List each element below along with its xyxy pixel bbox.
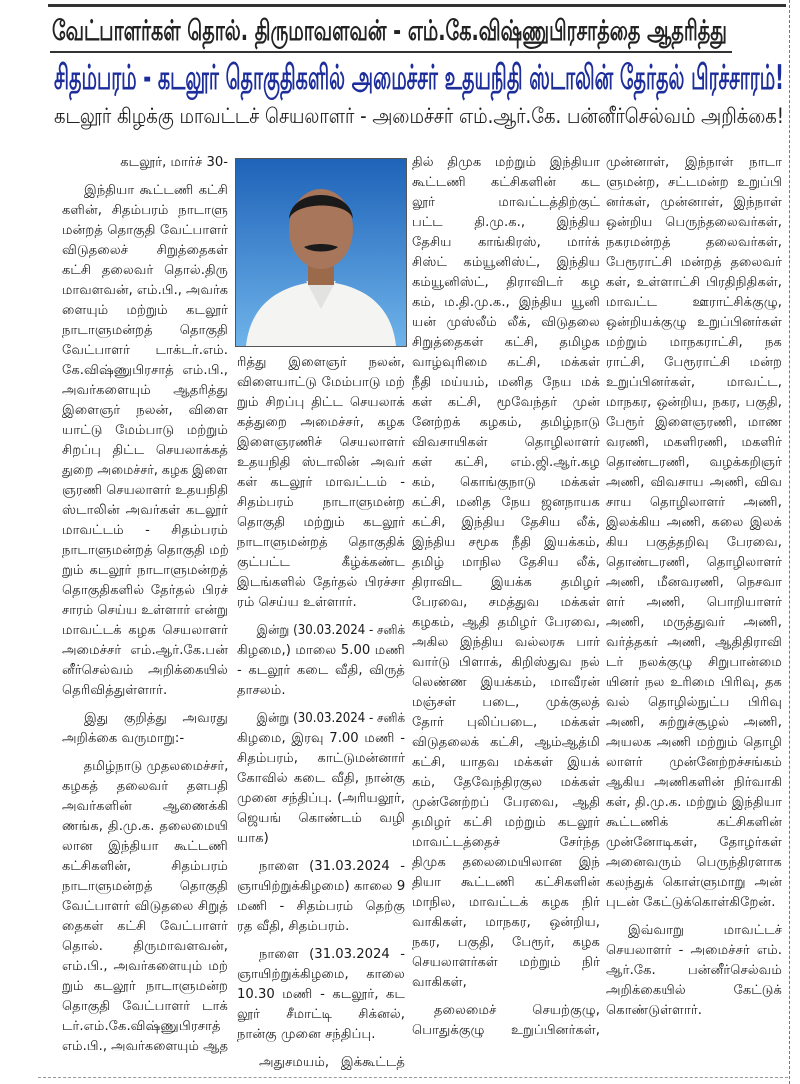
text-line: மாவட்டம் - சிதம்பரம் <box>62 523 228 538</box>
text-line: தோர் புலிப்படை, மக்கள் <box>412 715 600 730</box>
text-line: கள் கட்சி, மூவேந்தர் முன் <box>412 395 600 410</box>
text-line: ஸ்டாலின் அவர்கள் கடலூர் <box>62 503 228 518</box>
text-line: கிழமை, இரவு 7.00 மணி - <box>237 731 405 746</box>
text-line: வல் தொழில்நுட்ப பிரிவு <box>606 695 782 710</box>
text-line: ரித்து இளைஞர் நலன், <box>237 355 405 370</box>
text-line: புடன் கேட்டுக்கொள்கிறேன். <box>606 895 776 910</box>
text-line: இந்தியா கூட்டணி கட்சி <box>84 183 228 198</box>
text-line: இளைஞர் நலன், விளை <box>62 403 228 418</box>
text-line: நாடாளுமன்றத் தொகுதி <box>62 323 228 338</box>
paragraph <box>62 757 228 1057</box>
text-line: அயலக அணி மற்றும் தொழி <box>606 735 782 750</box>
text-line: றும் கடலூர் நாடாளுமன்றத் <box>62 563 228 578</box>
text-line: தாசலம். <box>237 683 286 698</box>
text-line: அறிக்கை வருமாறு:- <box>62 731 185 746</box>
sub-headline: கடலூர் கிழக்கு மாவட்டச் செயலாளர் - அமைச்சர் எம்.ஆர்.கே. பன்னீர்செல்வம் அறிக்கை! <box>54 104 785 128</box>
text-line: முன்னாள், இந்நாள் நாடா <box>606 155 782 170</box>
text-line: கே.விஷ்ணுபிரசாத் எம்.பி., <box>62 363 228 378</box>
text-line: கூட்டணி கட்சிகளின் கட <box>412 175 600 190</box>
paragraph <box>412 153 600 993</box>
text-line: வாகிகள், <box>412 975 467 990</box>
paragraph <box>237 857 405 937</box>
text-line: ஆர்.கே. பன்னீர்செல்வம் <box>606 963 782 978</box>
paragraph <box>237 1053 405 1073</box>
minister-photo <box>235 158 407 347</box>
text-line: ஆகிய அணிகளின் நிர்வாகி <box>606 775 782 790</box>
text-line: அகில இந்திய வல்லரசு பார் <box>412 635 600 650</box>
text-line: திமுக தலைமையிலான இந் <box>412 855 600 870</box>
text-line: கம், தேவேந்திரகுல மக்கள் <box>412 775 600 790</box>
text-line: திராவிட இயக்க தமிழர் <box>412 575 600 590</box>
text-line: தெரிவித்துள்ளார். <box>62 683 168 698</box>
main-headline: சிதம்பரம் - கடலூர் தொகுதிகளில் அமைச்சர் உதயநிதி ஸ்டாலின் தேர்தல் பிரச்சாரம்! <box>54 58 784 98</box>
text-line: உறுப்பினர்கள், மாவட்ட, <box>606 375 782 390</box>
text-line: வர்த்தகர் அணி, ஆதிதிராவி <box>606 635 782 650</box>
text-line: ளுமன்ற, சட்டமன்ற உறுப்பி <box>606 175 782 190</box>
text-line: சாய தொழிலாளர் அணி, <box>606 495 782 510</box>
text-line: மாவட்ட ஊராட்சிக்குழு, <box>606 295 782 310</box>
text-line: னர்கள், முன்னாள், இந்நாள் <box>606 195 782 210</box>
text-line: தமிழ் மாநில தேசிய லீக், <box>412 555 600 570</box>
text-line: விவசாயிகள் தொழிலாளர் <box>412 435 600 450</box>
paragraph <box>606 921 782 1021</box>
clipping-edge-bottom <box>38 1077 788 1078</box>
text-line: தில் திமுக மற்றும் இந்தியா <box>412 155 600 170</box>
text-line: கட்சி, இந்திய தேசிய லீக், <box>412 515 600 530</box>
text-line: - கடலூர் கடை வீதி, விருத் <box>237 663 405 678</box>
text-line: கிய பகுத்தறிவு பேரவை, <box>606 535 782 550</box>
text-line: பொதுக்குழு உறுப்பினர்கள், <box>412 1023 600 1038</box>
text-line: கள், தி.மு.க. மற்றும் இந்தியா <box>606 795 782 810</box>
paragraph <box>237 945 405 1045</box>
text-line: நான்கு முனை சந்திப்பு. <box>237 1027 376 1042</box>
dateline: கடலூர், மார்ச் 30- <box>120 155 228 170</box>
text-line: இலக்கிய அணி, கலை இலக் <box>606 515 782 530</box>
text-line: 10.30 மணி - கடலூர், கட <box>237 987 405 1002</box>
text-line: அணி, மீனவரணி, நெசவா <box>606 575 782 590</box>
text-line: லூர் மாவட்டத்திற்குட் <box>412 195 600 210</box>
text-line: கம்யூனிஸ்ட், திராவிடர் கழ <box>412 275 600 290</box>
top-rule <box>48 4 786 7</box>
paragraph <box>237 621 405 701</box>
text-line: னீர்செல்வம் அறிக்கையில் <box>62 663 228 678</box>
text-line: நாடாளுமன்றத் தொகுதிக் <box>237 535 405 550</box>
text-line: மணி - சிதம்பரம் தெற்கு <box>237 899 405 914</box>
text-line: வரணி, மகளிரணி, மகளிர் <box>606 435 782 450</box>
text-line: சாரம் செய்ய உள்ளார் என்று <box>62 603 229 618</box>
text-line: கட்சி, யாதவ மக்கள் இயக் <box>412 755 600 770</box>
text-line: பேரூராட்சி மன்றத் தலைவர் <box>606 255 782 270</box>
text-line: தலைமைச் செயற்குழு, <box>434 1003 600 1018</box>
text-line: ஒன்றிய பெருந்தலைவர்கள், <box>606 215 782 230</box>
text-line: தமிழர் கட்சி மற்றும் கடலூர் <box>412 815 600 830</box>
text-line: னேற்றக் கழகம், தமிழ்நாடு <box>412 415 600 430</box>
text-line: கழகத் தலைவர் தளபதி <box>62 779 228 794</box>
text-line: தைகள் கட்சி வேட்பாளர் <box>62 919 228 934</box>
text-line: விடுதலைச் சிறுத்தைகள் <box>62 243 228 258</box>
text-line: ஞாயிற்றுக்கிழமை, காலை <box>237 967 405 982</box>
text-line: வாழ்வுரிமை கட்சி, மக்கள் <box>412 355 600 370</box>
text-line: குட்பட்ட கீழ்க்கண்ட <box>237 555 405 570</box>
text-line: யாக) <box>237 831 269 846</box>
text-line: றும் கடலூர் நாடாளுமன்ற <box>62 979 228 994</box>
text-line: யன் முஸ்லீம் லீக், விடுதலை <box>412 315 600 330</box>
text-line: கொண்டுள்ளார். <box>606 1003 702 1018</box>
text-line: வேட்பாளர் விடுதலை சிறுத் <box>62 899 228 914</box>
text-line: நகர, பகுதி, பேரூர், கழக <box>412 935 600 950</box>
paragraph <box>237 353 405 613</box>
text-line: லெண்ண இயக்கம், மாவீரன் <box>412 675 600 690</box>
text-line: தொகுதி மற்றும் கடலூர் <box>237 515 405 530</box>
text-line: கட்சி, மனித நேய ஜனநாயக <box>412 495 600 510</box>
text-line: தொல். திருமாவளவன், <box>62 939 228 954</box>
text-line: மஞ்சள் படை, முக்குலத் <box>412 695 600 710</box>
text-line: இன்று (30.03.2024 - சனிக் <box>256 623 406 638</box>
text-line: லான இந்தியா கூட்டணி <box>62 839 228 854</box>
text-line: அமைச்சர் எம்.ஆர்.கே.பன் <box>62 643 228 658</box>
article-column-3 <box>412 153 600 1049</box>
text-line: இவ்வாறு மாவட்டச் <box>628 923 782 938</box>
text-line: அவர்களையும் ஆதரித்து <box>62 383 228 398</box>
paragraph <box>237 709 405 849</box>
paragraph <box>412 1001 600 1041</box>
text-line: அணி, மருத்துவர் அணி, <box>606 615 782 630</box>
text-line: ரத வீதி, சிதம்பரம். <box>237 919 350 934</box>
text-line: நாளை (31.03.2024 - <box>259 947 405 962</box>
text-line: நகரமன்றத் தலைவர்கள், <box>606 235 782 250</box>
text-line: நீதி மய்யம், மனித நேய மக் <box>412 375 600 390</box>
text-line: பேரவை, சமத்துவ மக்கள் <box>412 595 600 610</box>
text-line: சிறுத்தைகள் கட்சி, தமிழக <box>412 335 600 350</box>
text-line: கம், ம.தி.மு.க., இந்திய யூனி <box>412 295 600 310</box>
text-line: நாளை (31.03.2024 - <box>259 859 405 874</box>
text-line: இது குறித்து அவரது <box>84 711 228 726</box>
text-line: இடங்களில் தேர்தல் பிரச்சா <box>237 575 405 590</box>
text-line: ராட்சி, பேரூராட்சி மன்ற <box>606 355 782 370</box>
text-line: ணங்க, தி.மு.க. தலைமையி <box>62 819 228 834</box>
text-line: அணி, சுற்றுச்சூழல் அணி, <box>606 715 782 730</box>
text-line: கள் கடலூர் மாவட்டம் - <box>237 475 405 490</box>
text-line: முன்னோடிகள், தோழர்கள் <box>606 835 782 850</box>
text-line: கழகம், ஆதி தமிழர் பேரவை, <box>412 615 600 630</box>
text-line: மாவளவன், எம்.பி., அவர்க <box>62 283 229 298</box>
text-line: சிதம்பரம், காட்டுமன்னார் <box>237 751 405 766</box>
paragraph <box>606 153 782 913</box>
article-column-2 <box>237 353 405 1081</box>
text-line: மாவட்டக் கழக செயலாளர் <box>62 623 228 638</box>
text-line: யாட்டு மேம்பாடு மற்றும் <box>62 423 228 438</box>
text-line: செயலாளர்கள் மற்றும் நிர் <box>412 955 600 970</box>
text-line: கள் கட்சி, எம்.ஜி.ஆர்.கழ <box>412 455 600 470</box>
text-line: செயலாளர் - அமைச்சர் எம். <box>606 943 782 958</box>
portrait-image <box>236 159 406 346</box>
text-line: கள், உள்ளாட்சி பிரதிநிதிகள், <box>606 275 782 290</box>
text-line: அறிக்கையில் கேட்டுக் <box>606 983 782 998</box>
text-line: தொகுதிகளில் தேர்தல் பிரச் <box>62 583 228 598</box>
text-line: ளையும் மற்றும் கடலூர் <box>62 303 228 318</box>
text-line: மாநகர, ஒன்றிய, நகர, பகுதி, <box>606 395 782 410</box>
text-line: ஜெயங் கொண்டம் வழி <box>237 811 405 826</box>
text-line: வாகிகள், மாநகர, ஒன்றிய, <box>412 915 600 930</box>
text-line: அணி, விவசாய அணி, விவ <box>606 475 782 490</box>
text-line: டர்.எம்.கே.விஷ்ணுபிரசாத் <box>62 1019 221 1034</box>
text-line: கத்துறை அமைச்சர், கழக <box>237 415 405 430</box>
text-line: நாடாளுமன்றத் தொகுதி <box>62 879 228 894</box>
text-line: அதுசமயம், இக்கூட்டத் <box>259 1055 405 1070</box>
text-line: முன்னேற்றப் பேரவை, ஆதி <box>412 795 600 810</box>
text-line: உதயநிதி ஸ்டாலின் அவர் <box>237 455 405 470</box>
text-line: வார்டு பிளாக், கிறிஸ்துவ நல் <box>412 655 600 670</box>
text-line: றும் சிறப்பு திட்ட செயலாக் <box>237 395 405 410</box>
paragraph <box>62 181 228 701</box>
text-line: தமிழ்நாடு முதலமைச்சர், <box>83 759 229 774</box>
text-line: ஒன்றியக்குழு உறுப்பினர்கள் <box>606 315 782 330</box>
text-line: மன்றத் தொகுதி வேட்பாளர் <box>62 223 228 238</box>
text-line: முனை சந்திப்பு. (அரியலூர், <box>237 791 405 806</box>
text-line: தொகுதி வேட்பாளர் டாக் <box>62 999 228 1014</box>
text-line: கட்சிகளின், சிதம்பரம் <box>62 859 228 874</box>
text-line: பட்ட தி.மு.க., இந்திய <box>412 215 600 230</box>
text-line: கூட்டணிக் கட்சிகளின் <box>606 815 782 830</box>
text-line: யினர் நல உரிமை பிரிவு, தக <box>606 675 782 690</box>
text-line: துறை அமைச்சர், கழக இளை <box>62 463 228 478</box>
text-line: கிழமை,) மாலை 5.00 மணி <box>237 643 405 658</box>
kicker-headline: வேட்பாளர்கள் தொல். திருமாவளவன் - எம்.கே.விஷ்ணுபிரசாத்தை ஆதரித்து <box>52 14 727 47</box>
text-line: டர் நலக்குழு சிறுபான்மை <box>606 655 782 670</box>
text-line: விளையாட்டு மேம்பாடு மற் <box>237 375 405 390</box>
text-line: ஞாயிற்றுக்கிழமை) காலை 9 <box>237 879 406 894</box>
text-line: தொண்டரணி, வழக்கறிஞர் <box>606 455 782 470</box>
text-line: லாளர் முன்னேற்றச்சங்கம் <box>606 755 782 770</box>
text-line: எம்.பி., அவர்களையும் ஆத <box>62 1039 229 1054</box>
text-line: சிதம்பரம் நாடாளுமன்ற <box>237 495 405 510</box>
text-line: ரம் செய்ய உள்ளார். <box>237 595 357 610</box>
text-line: கட்சி தலைவர் தொல்.திரு <box>62 263 228 278</box>
article-column-4 <box>606 153 782 1029</box>
text-line: இன்று (30.03.2024 - சனிக் <box>256 711 406 726</box>
text-line: நாடாளுமன்றத் தொகுதி மற் <box>62 543 229 558</box>
text-line: சிறப்பு திட்ட செயலாக்கத் <box>62 443 228 458</box>
paragraph <box>62 709 228 749</box>
text-line: விடுதலைக் கட்சி, ஆம்ஆத்மி <box>412 735 600 750</box>
text-line: லூர் சீமாட்டி சிக்னல், <box>237 1007 405 1022</box>
text-line: தொண்டரணி, தொழிலாளர் <box>606 555 782 570</box>
text-line: ஞரணி செயலாளர் உதயநிதி <box>62 483 229 498</box>
text-line: தேசிய காங்கிரஸ், மார்க் <box>412 235 600 250</box>
text-line: மாநில, மாவட்டக் கழக நிர் <box>412 895 600 910</box>
text-line: அவர்களின் ஆணைக்கி <box>62 799 228 814</box>
text-line: இளைஞரணிச் செயலாளர் <box>237 435 405 450</box>
paragraph <box>62 153 228 173</box>
text-line: கலந்துக் கொள்ளுமாறு அன் <box>606 875 782 890</box>
text-line: தியா கூட்டணி கட்சிகளின் <box>412 875 600 890</box>
text-line: கோவில் கடை வீதி, நான்கு <box>237 771 405 786</box>
text-line: மற்றும் மாநகராட்சி, நக <box>606 335 782 350</box>
text-line: களின், சிதம்பரம் நாடாளு <box>62 203 228 218</box>
headline-rule <box>50 51 732 53</box>
clipping-edge-right <box>789 0 790 1084</box>
text-line: மாவட்டத்தைச் சேர்ந்த <box>412 835 600 850</box>
text-line: எம்.பி., அவர்களையும் மற் <box>62 959 228 974</box>
text-line: இந்திய சமூக நீதி இயக்கம், <box>412 535 600 550</box>
text-line: வேட்பாளர் டாக்டர்.எம். <box>62 343 228 358</box>
text-line: கம், கொங்குநாடு மக்கள் <box>412 475 600 490</box>
article-column-1 <box>62 153 228 1065</box>
text-line: ளர் அணி, பொறியாளர் <box>606 595 782 610</box>
text-line: சிஸ்ட் கம்யூனிஸ்ட், இந்திய <box>412 255 600 270</box>
text-line: பேரூர் இளைஞரணி, மாண <box>606 415 782 430</box>
text-line: அனைவரும் பெருந்திரளாக <box>606 855 782 870</box>
